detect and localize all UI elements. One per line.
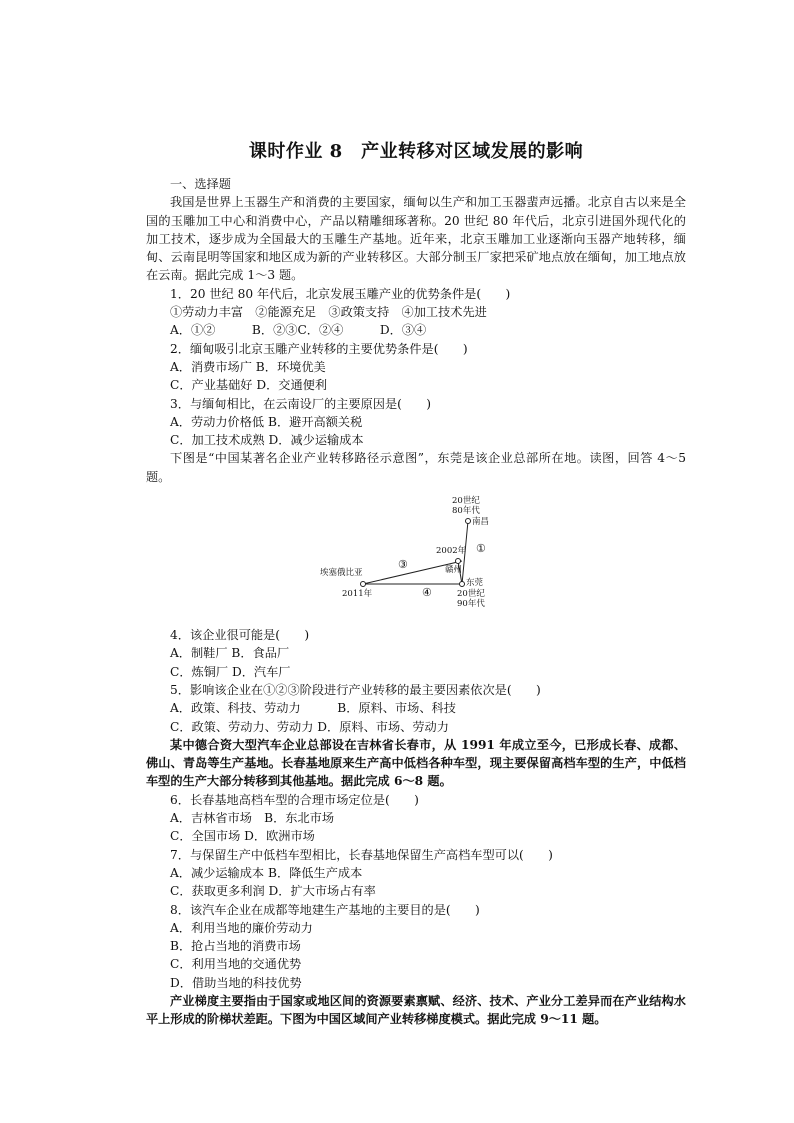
- question-8-option-d: D．借助当地的科技优势: [170, 975, 302, 990]
- question-2-options-ab: A．消费市场广 B．环境优美: [170, 359, 326, 374]
- page-title: 课时作业 8 产业转移对区域发展的影响: [248, 141, 584, 162]
- ethiopia-label: 埃塞俄比亚: [320, 568, 363, 579]
- nanchang-time-label: [452, 496, 480, 516]
- ganzhou-point: [456, 559, 461, 564]
- question-7-options-ab: A．减少运输成本 B．降低生产成本: [170, 865, 363, 880]
- nanchang-time-line1: 20世纪: [452, 496, 480, 507]
- passage-gradient: 产业梯度主要指由于国家或地区间的资源要素禀赋、经济、技术、产业分工差异而在产业结构水平上形成的阶梯状差距。下图为中国区域间产业转移梯度模式。据此完成 9～11 题。: [146, 993, 686, 1027]
- nanchang-point: [466, 519, 471, 524]
- question-4-options-ab: A．制鞋厂 B．食品厂: [170, 646, 290, 661]
- dongguan-point: [460, 582, 465, 587]
- passage-enterprise: 下图是“中国某著名企业产业转移路径示意图”，东莞是该企业总部所在地。读图，回答 4～5 题。: [146, 451, 686, 484]
- ethiopia-time-label: 2011年: [342, 589, 373, 600]
- ganzhou-label: 赣州: [445, 565, 463, 576]
- question-4-options-cd: C．炼铜厂 D．汽车厂: [170, 664, 291, 679]
- question-6: 6．长春基地高档车型的合理市场定位是( ): [170, 792, 419, 807]
- question-8-option-a: A．利用当地的廉价劳动力: [170, 920, 313, 935]
- passage-jade: 我国是世界上玉器生产和消费的主要国家，缅甸以生产和加工玉器蜚声远播。北京自古以来是全国的玉雕加工中心和消费中心，产品以精雕细琢著称。20 世纪 80 年代后，北京引进国外现代化的加工技术，逐步成为全国最大的玉雕生产基地。近年来，北京玉雕加工业逐渐向玉器产地转移，缅甸、云南昆明等国家和地区成为新的产业转移区。大部分制玉厂家把采矿地点放在缅甸，加工地点放在云南。据此完成 1～3 题。: [146, 195, 686, 283]
- nanchang-time-line2: 80年代: [452, 506, 480, 517]
- stage-1-marker: ①: [476, 542, 486, 556]
- ganzhou-time-label: 2002年: [436, 546, 467, 557]
- question-5-options-cd: C．政策、劳动力、劳动力 D．原料、市场、劳动力: [170, 719, 449, 734]
- nanchang-label: 南昌: [472, 517, 490, 528]
- stage-3-marker: ③: [398, 558, 408, 572]
- question-8: 8．该汽车企业在成都等地建生产基地的主要目的是( ): [170, 902, 480, 917]
- question-5: 5．影响该企业在①②③阶段进行产业转移的最主要因素依次是( ): [170, 682, 541, 697]
- question-8-option-c: C．利用当地的交通优势: [170, 957, 302, 972]
- question-8-option-b: B．抢占当地的消费市场: [170, 939, 301, 954]
- section-heading: 一、选择题: [170, 177, 231, 191]
- question-3: 3．与缅甸相比，在云南设厂的主要原因是( ): [170, 396, 432, 411]
- transfer-path-diagram: [146, 490, 686, 620]
- question-1-options: A．①② B．②③C．②④ D．③④: [170, 323, 427, 338]
- stage-4-marker: ④: [422, 586, 432, 600]
- question-1: 1．20 世纪 80 年代后，北京发展玉雕产业的优势条件是( ): [170, 286, 511, 301]
- question-6-options-cd: C．全国市场 D．欧洲市场: [170, 829, 315, 844]
- passage-automaker: 某中德合资大型汽车企业总部设在吉林省长春市，从 1991 年成立至今，已形成长春、成都、佛山、青岛等生产基地。长春基地原来生产高中低档各种车型，现主要保留高档车型的生产，中低档车型的生产大部分转移到其他基地。据此完成 6～8 题。: [146, 737, 686, 789]
- dongguan-time-label: 20世纪 90年代: [457, 589, 485, 610]
- question-7: 7．与保留生产中低档车型相比，长春基地保留生产高档车型可以( ): [170, 847, 553, 862]
- question-2: 2．缅甸吸引北京玉雕产业转移的主要优势条件是( ): [170, 341, 468, 356]
- question-4: 4．该企业很可能是( ): [170, 628, 310, 643]
- ethiopia-point: [361, 582, 366, 587]
- question-3-options-cd: C．加工技术成熟 D．减少运输成本: [170, 433, 364, 448]
- question-7-options-cd: C．获取更多利润 D．扩大市场占有率: [170, 884, 376, 899]
- question-3-options-ab: A．劳动力价格低 B．避开高额关税: [170, 414, 363, 429]
- worksheet-page: [146, 140, 686, 1029]
- question-5-options-ab: A．政策、科技、劳动力 B．原料、市场、科技: [170, 701, 456, 716]
- question-2-options-cd: C．产业基础好 D．交通便利: [170, 378, 328, 393]
- question-6-options-ab: A．吉林省市场 B．东北市场: [170, 811, 335, 826]
- dongguan-label: 东莞: [466, 578, 484, 589]
- diagram-lines: [146, 490, 686, 620]
- question-1-items: ①劳动力丰富 ②能源充足 ③政策支持 ④加工技术先进: [170, 305, 487, 320]
